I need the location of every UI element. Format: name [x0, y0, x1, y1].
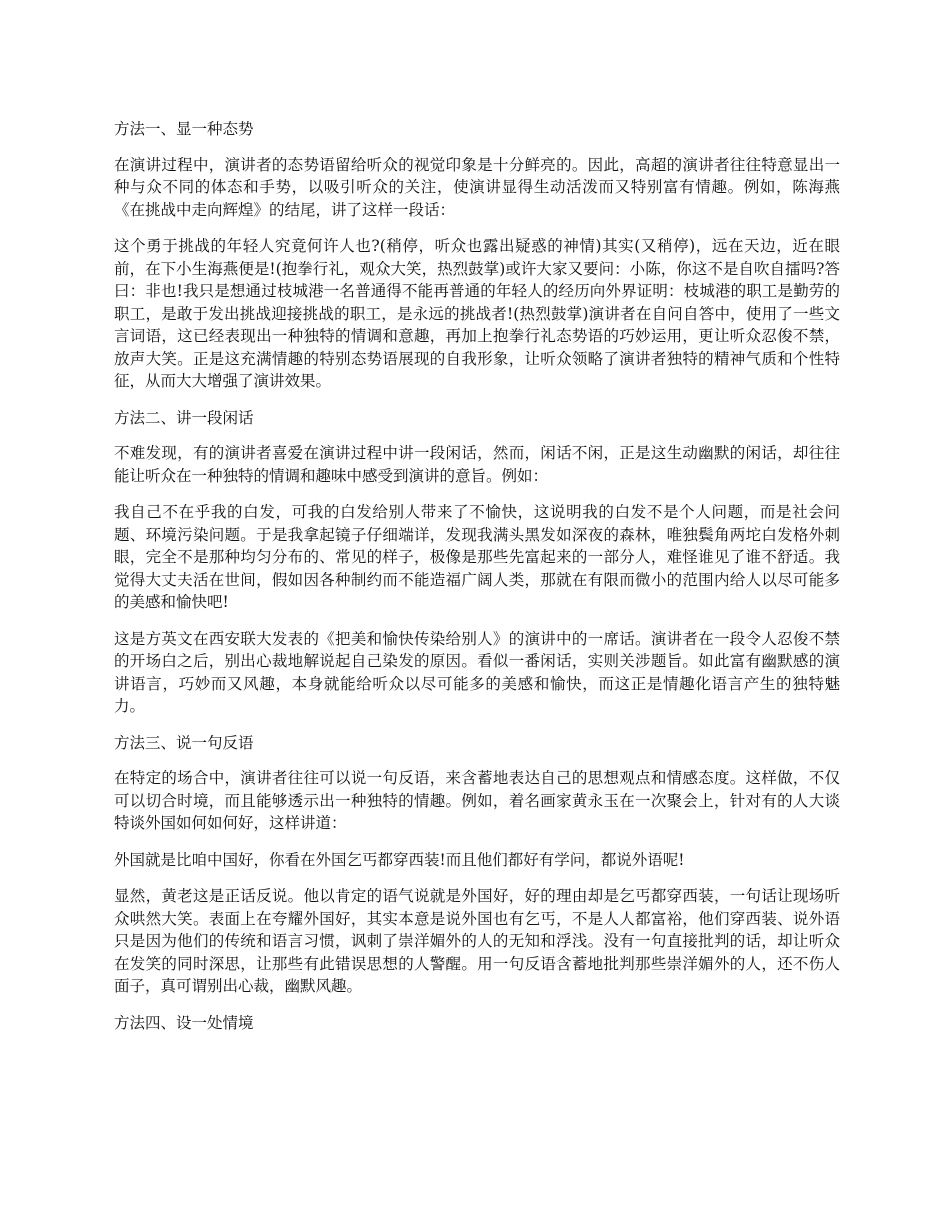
body-paragraph: 我自己不在乎我的白发，可我的白发给别人带来了不愉快，这说明我的白发不是个人问题，而是社会问题、环境污染问题。于是我拿起镜子仔细端详，发现我满头黑发如深夜的森林，唯独鬓角两坨白发格外刺眼，完全不是那种均匀分布的、常见的样子，极像是那些先富起来的一部分人，难怪谁见了谁不舒适。我觉得大丈夫活在世间，假如因各种制约而不能造福广阔人类，那就在有限而微小的范围内给人以尽可能多的美感和愉快吧! [114, 503, 840, 611]
body-paragraph: 在演讲过程中，演讲者的态势语留给听众的视觉印象是十分鲜亮的。因此，高超的演讲者往往特意显出一种与众不同的体态和手势，以吸引听众的关注，使演讲显得生动活泼而又特别富有情趣。例如，陈海燕《在挑战中走向辉煌》的结尾，讲了这样一段话： [114, 155, 840, 219]
section-heading-method-4: 方法四、设一处情境 [114, 1013, 254, 1032]
section-heading-method-2: 方法二、讲一段闲话 [114, 408, 254, 427]
body-paragraph: 不难发现，有的演讲者喜爱在演讲过程中讲一段闲话，然而，闲话不闲，正是这生动幽默的闲话，却往往能让听众在一种独特的情调和趣味中感受到演讲的意旨。例如： [114, 444, 840, 485]
section-heading-method-1: 方法一、显一种态势 [114, 120, 254, 138]
body-paragraph: 这是方英文在西安联大发表的《把美和愉快传染给别人》的演讲中的一席话。演讲者在一段令人忍俊不禁的开场白之后，别出心裁地解说起自己染发的原因。看似一番闲话，实则关涉题旨。如此富有幽默感的演讲语言，巧妙而又风趣，本身就能给听众以尽可能多的美感和愉快，而这正是情趣化语言产生的独特魅力。 [114, 629, 840, 715]
body-paragraph: 这个勇于挑战的年轻人究竟何许人也?(稍停，听众也露出疑惑的神情)其实(又稍停)，远在天边，近在眼前，在下小生海燕便是!(抱拳行礼，观众大笑，热烈鼓掌)或许大家又要问：小陈，你这不是自吹自擂吗?答曰：非也!我只是想通过枝城港一名普通得不能再普通的年轻人的经历向外界证明：枝城港的职工是勤劳的职工，是敢于发出挑战迎接挑战的职工，是永远的挑战者!(热烈鼓掌)演讲者在自问自答中，使用了一些文言词语，这已经表现出一种独特的情调和意趣，再加上抱拳行礼态势语的巧妙运用，更让听众忍俊不禁，放声大笑。正是这充满情趣的特别态势语展现的自我形象，让听众领略了演讲者独特的精神气质和个性特征，从而大大增强了演讲效果。 [114, 237, 840, 390]
document-page [114, 118, 840, 1047]
body-paragraph: 在特定的场合中，演讲者往往可以说一句反语，来含蓄地表达自己的思想观点和情感态度。这样做，不仅可以切合时境，而且能够透示出一种独特的情趣。例如，着名画家黄永玉在一次聚会上，针对有的人大谈特谈外国如何如何好，这样讲道： [114, 769, 840, 832]
body-paragraph: 显然，黄老这是正话反说。他以肯定的语气说就是外国好，好的理由却是乞丐都穿西装，一句话让现场听众哄然大笑。表面上在夸耀外国好，其实本意是说外国也有乞丐，不是人人都富裕，他们穿西装、说外语只是因为他们的传统和语言习惯，讽刺了崇洋媚外的人的无知和浮浅。没有一句直接批判的话，却让听众在发笑的同时深思，让那些有此错误思想的人警醒。用一句反语含蓄地批判那些崇洋媚外的人，还不伤人面子，真可谓别出心裁，幽默风趣。 [114, 887, 840, 995]
body-paragraph: 外国就是比咱中国好，你看在外国乞丐都穿西装!而且他们都好有学问，都说外语呢! [114, 850, 685, 869]
section-heading-method-3: 方法三、说一句反语 [114, 733, 254, 752]
